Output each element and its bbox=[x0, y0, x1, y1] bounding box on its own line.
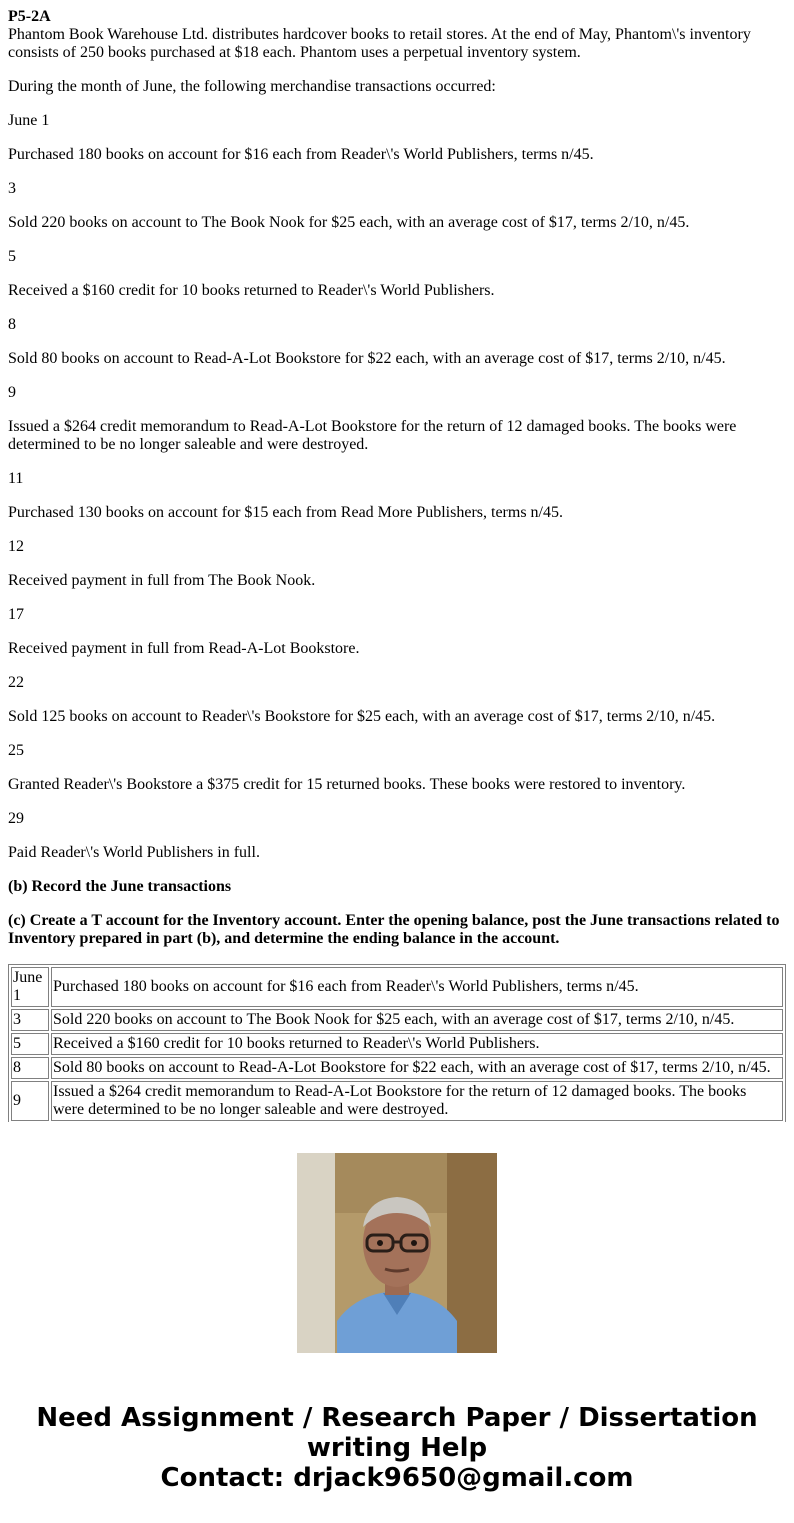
transaction-text: Received a $160 credit for 10 books returned to Reader\'s World Publishers. bbox=[8, 282, 495, 299]
problem-intro: Phantom Book Warehouse Ltd. distributes hardcover books to retail stores. At the end of May, Phantom\'s inventory consists of 250 books purchased at $18 each. Phantom uses a perpetual inventory system. bbox=[8, 26, 751, 61]
tutor-photo bbox=[297, 1153, 497, 1353]
promo-section bbox=[0, 1122, 794, 1523]
table-text-cell: Issued a $264 credit memorandum to Read-A-Lot Bookstore for the return of 12 damaged books. The books were determined to be no longer saleable and were destroyed. bbox=[51, 1081, 783, 1121]
transaction-date: 9 bbox=[8, 384, 16, 401]
table-text-cell: Purchased 180 books on account for $16 each from Reader\'s World Publishers, terms n/45. bbox=[51, 967, 783, 1007]
transaction-text: Sold 80 books on account to Read-A-Lot Bookstore for $22 each, with an average cost of $17, terms 2/10, n/45. bbox=[8, 350, 726, 367]
table-text-cell: Sold 80 books on account to Read-A-Lot Bookstore for $22 each, with an average cost of $17, terms 2/10, n/45. bbox=[51, 1057, 783, 1079]
promo-contact: Contact: drjack9650@gmail.com bbox=[160, 1463, 634, 1493]
table-date-cell: 9 bbox=[11, 1081, 49, 1121]
transaction-date: 22 bbox=[8, 674, 24, 691]
transaction-text: Purchased 180 books on account for $16 each from Reader\'s World Publishers, terms n/45. bbox=[8, 146, 594, 163]
transaction-date: 11 bbox=[8, 470, 24, 487]
transaction-text: Received payment in full from Read-A-Lot Bookstore. bbox=[8, 640, 360, 657]
table-row bbox=[11, 967, 783, 1007]
transaction-date: 17 bbox=[8, 606, 24, 623]
problem-content bbox=[8, 8, 786, 1122]
transaction-text: Purchased 130 books on account for $15 each from Read More Publishers, terms n/45. bbox=[8, 504, 563, 521]
transaction-date: 12 bbox=[8, 538, 24, 555]
transaction-date: 8 bbox=[8, 316, 16, 333]
transaction-date: 5 bbox=[8, 248, 16, 265]
transaction-text: Received payment in full from The Book Nook. bbox=[8, 572, 316, 589]
promo-text bbox=[0, 1403, 794, 1493]
table-row bbox=[11, 1033, 783, 1055]
transaction-text: Granted Reader\'s Bookstore a $375 credit for 15 returned books. These books were restored to inventory. bbox=[8, 776, 686, 793]
table-row bbox=[11, 1057, 783, 1079]
transaction-date: 25 bbox=[8, 742, 24, 759]
transaction-text: Sold 125 books on account to Reader\'s Bookstore for $25 each, with an average cost of $17, terms 2/10, n/45. bbox=[8, 708, 716, 725]
transaction-date: June 1 bbox=[8, 112, 50, 129]
table-date-cell: 5 bbox=[11, 1033, 49, 1055]
table-row bbox=[11, 1081, 783, 1121]
table-date-cell: 3 bbox=[11, 1009, 49, 1031]
promo-line-1: Need Assignment / Research Paper / Dissertation bbox=[36, 1403, 758, 1433]
transaction-date: 29 bbox=[8, 810, 24, 827]
transactions-lead: During the month of June, the following merchandise transactions occurred: bbox=[8, 78, 496, 95]
table-text-cell: Sold 220 books on account to The Book Nook for $25 each, with an average cost of $17, terms 2/10, n/45. bbox=[51, 1009, 783, 1031]
part-b-heading: (b) Record the June transactions bbox=[8, 878, 232, 895]
table-text-cell: Received a $160 credit for 10 books returned to Reader\'s World Publishers. bbox=[51, 1033, 783, 1055]
table-row bbox=[11, 1009, 783, 1031]
table-date-cell: June 1 bbox=[11, 967, 49, 1007]
problem-title: P5-2A bbox=[8, 8, 51, 25]
transaction-text: Sold 220 books on account to The Book Nook for $25 each, with an average cost of $17, terms 2/10, n/45. bbox=[8, 214, 690, 231]
transaction-text: Paid Reader\'s World Publishers in full. bbox=[8, 844, 260, 861]
tutor-avatar bbox=[297, 1153, 497, 1353]
part-c-heading: (c) Create a T account for the Inventory account. Enter the opening balance, post the June transactions related to Inventory prepared in part (b), and determine the ending balance in the account. bbox=[8, 912, 780, 947]
promo-line-2: writing Help bbox=[306, 1433, 488, 1463]
transaction-date: 3 bbox=[8, 180, 16, 197]
transaction-text: Issued a $264 credit memorandum to Read-A-Lot Bookstore for the return of 12 damaged books. The books were determined to be no longer saleable and were destroyed. bbox=[8, 418, 737, 453]
table-date-cell: 8 bbox=[11, 1057, 49, 1079]
